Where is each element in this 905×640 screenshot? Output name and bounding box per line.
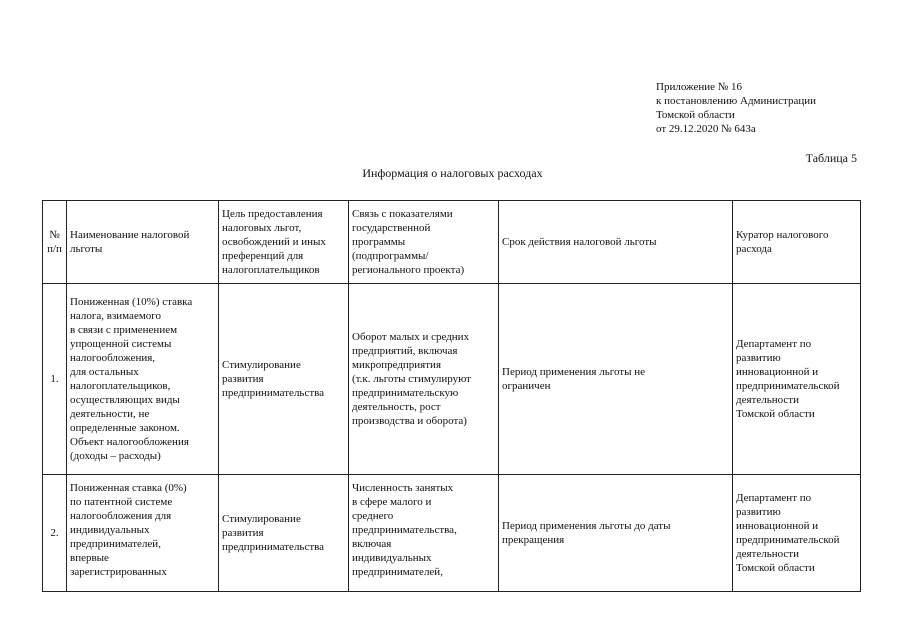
appendix-line: к постановлению Администрации bbox=[656, 95, 817, 107]
cell-line: деятельности bbox=[736, 394, 799, 406]
header-link bbox=[349, 201, 499, 284]
cell-line: Связь с показателями bbox=[352, 208, 453, 220]
cell-line: Стимулирование bbox=[222, 359, 301, 371]
cell-line: предпринимательства bbox=[222, 541, 325, 553]
cell-line: инновационной и bbox=[736, 520, 819, 532]
cell-line: деятельность, рост bbox=[352, 401, 441, 413]
cell-line: включая bbox=[352, 538, 392, 550]
header-term bbox=[499, 201, 733, 284]
tax-expenditures-table bbox=[42, 200, 861, 592]
header-goal bbox=[219, 201, 349, 284]
cell-line: Томской области bbox=[736, 562, 815, 574]
cell-line: осуществляющих виды bbox=[70, 394, 180, 406]
cell-line: предпринимательской bbox=[736, 380, 840, 392]
cell-line: предпринимателей, bbox=[70, 538, 161, 550]
cell-line: в связи с применением bbox=[70, 324, 178, 336]
row-benefit-name bbox=[67, 475, 219, 592]
cell-line: Период применения льготы до даты bbox=[502, 520, 671, 532]
cell-line: налога, взимаемого bbox=[70, 310, 162, 322]
cell-line: освобождений и иных bbox=[222, 236, 326, 248]
cell-line: налоговых льгот, bbox=[222, 222, 302, 234]
cell-line: деятельности bbox=[736, 548, 799, 560]
cell-line: в сфере малого и bbox=[352, 496, 432, 508]
cell-line: Численность занятых bbox=[352, 482, 454, 494]
row-indicator-link bbox=[349, 475, 499, 592]
cell-line: ограничен bbox=[502, 380, 551, 392]
cell-line: упрощенной системы bbox=[70, 338, 172, 350]
header-name bbox=[67, 201, 219, 284]
cell-line: налогообложения для bbox=[70, 510, 172, 522]
cell-line: определенные законом. bbox=[70, 422, 180, 434]
cell-line: предпринимательства bbox=[222, 387, 325, 399]
page-title: Информация о налоговых расходах bbox=[362, 166, 543, 180]
cell-line: государственной bbox=[352, 222, 431, 234]
appendix-block bbox=[656, 80, 886, 136]
cell-line: индивидуальных bbox=[352, 552, 432, 564]
cell-line: п/п bbox=[47, 243, 62, 255]
cell-line: среднего bbox=[352, 510, 394, 522]
cell-line: предпринимателей, bbox=[352, 566, 443, 578]
cell-line: Пониженная (10%) ставка bbox=[70, 296, 193, 308]
table-header-row bbox=[43, 201, 861, 284]
cell-line: предпринимательской bbox=[736, 534, 840, 546]
cell-line: предприятий, включая bbox=[352, 345, 458, 357]
cell-line: Стимулирование bbox=[222, 513, 301, 525]
header-curator bbox=[733, 201, 861, 284]
cell-line: Оборот малых и средних bbox=[352, 331, 470, 343]
cell-line: для остальных bbox=[70, 366, 139, 378]
header-num bbox=[43, 201, 67, 284]
row-benefit-name bbox=[67, 284, 219, 475]
cell-line: налогоплательщиков bbox=[222, 264, 320, 276]
row-goal bbox=[219, 284, 349, 475]
row-goal bbox=[219, 475, 349, 592]
cell-line: по патентной системе bbox=[70, 496, 173, 508]
cell-line: предпринимательскую bbox=[352, 387, 459, 399]
cell-line: льготы bbox=[70, 243, 103, 255]
cell-line: Пониженная ставка (0%) bbox=[70, 482, 187, 494]
cell-line: развития bbox=[222, 527, 264, 539]
table-row bbox=[43, 475, 861, 592]
cell-line: развитию bbox=[736, 352, 781, 364]
row-num: 2. bbox=[43, 475, 67, 592]
cell-line: (доходы – расходы) bbox=[70, 450, 161, 462]
cell-line: микропредприятия bbox=[352, 359, 441, 371]
cell-line: развитию bbox=[736, 506, 781, 518]
cell-line: программы bbox=[352, 236, 406, 248]
cell-line: развития bbox=[222, 373, 264, 385]
cell-line: (т.к. льготы стимулируют bbox=[352, 373, 471, 385]
cell-line: впервые bbox=[70, 552, 109, 564]
cell-line: индивидуальных bbox=[70, 524, 150, 536]
cell-line: Объект налогообложения bbox=[70, 436, 189, 448]
cell-line: налогообложения, bbox=[70, 352, 156, 364]
cell-line: регионального проекта) bbox=[352, 264, 465, 276]
cell-line: преференций для bbox=[222, 250, 304, 262]
table-number: Таблица 5 bbox=[805, 151, 857, 165]
row-num: 1. bbox=[43, 284, 67, 475]
cell-line: прекращения bbox=[502, 534, 565, 546]
cell-line: налогоплательщиков, bbox=[70, 380, 171, 392]
row-indicator-link bbox=[349, 284, 499, 475]
appendix-line: Приложение № 16 bbox=[656, 81, 743, 93]
cell-line: Цель предоставления bbox=[222, 208, 323, 220]
cell-line: расхода bbox=[736, 243, 772, 255]
cell-line: Период применения льготы не bbox=[502, 366, 646, 378]
cell-line: зарегистрированных bbox=[70, 566, 167, 578]
cell-line: Томской области bbox=[736, 408, 815, 420]
cell-line: Наименование налоговой bbox=[70, 229, 190, 241]
appendix-line: от 29.12.2020 № 643а bbox=[656, 123, 756, 135]
cell-line: (подпрограммы/ bbox=[352, 250, 429, 262]
cell-line: деятельности, не bbox=[70, 408, 150, 420]
cell-line: Куратор налогового bbox=[736, 229, 829, 241]
cell-line: инновационной и bbox=[736, 366, 819, 378]
table-row bbox=[43, 284, 861, 475]
cell-line: № bbox=[49, 229, 60, 241]
appendix-line: Томской области bbox=[656, 109, 735, 121]
row-term bbox=[499, 475, 733, 592]
cell-line: Департамент по bbox=[736, 338, 812, 350]
cell-line: Департамент по bbox=[736, 492, 812, 504]
row-curator bbox=[733, 475, 861, 592]
cell-line: производства и оборота) bbox=[352, 415, 467, 427]
cell-line: Срок действия налоговой льготы bbox=[502, 236, 657, 248]
row-term bbox=[499, 284, 733, 475]
row-curator bbox=[733, 284, 861, 475]
cell-line: предпринимательства, bbox=[352, 524, 457, 536]
